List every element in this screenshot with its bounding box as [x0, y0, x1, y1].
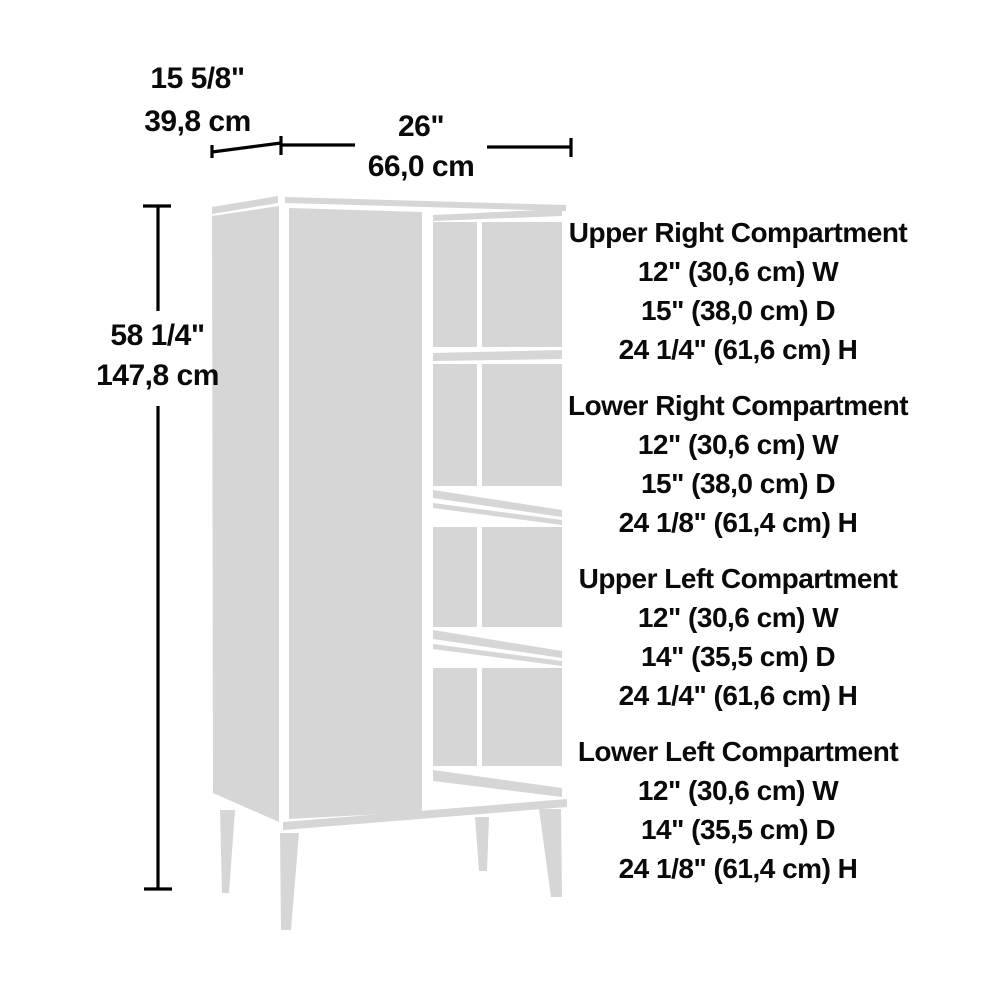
compartment-title: Upper Left Compartment [578, 563, 898, 594]
compartment-1-back-panel [433, 222, 477, 347]
compartment-title: Lower Right Compartment [567, 390, 909, 421]
height-metric-value: 147,8 cm [96, 359, 219, 392]
compartment-spec-upper-left [548, 559, 928, 715]
compartment-width: 12" (30,6 cm) W [637, 256, 839, 287]
compartment-height: 24 1/8" (61,4 cm) H [618, 507, 858, 538]
compartment-2-back-panel [433, 364, 477, 486]
width-dimension-label [321, 107, 521, 187]
cabinet-bottom-surface [433, 770, 562, 797]
compartment-depth: 15" (38,0 cm) D [640, 468, 836, 499]
compartment-width: 12" (30,6 cm) W [637, 602, 839, 633]
depth-dimension-label [95, 57, 300, 143]
compartment-4-back-panel [433, 668, 477, 766]
width-imperial-value: 26" [397, 110, 445, 143]
compartment-width: 12" (30,6 cm) W [637, 429, 839, 460]
width-metric-value: 66,0 cm [367, 150, 475, 183]
height-dimension-label [55, 316, 260, 396]
compartment-depth: 15" (38,0 cm) D [640, 295, 836, 326]
compartment-spec-lower-right [548, 386, 928, 542]
leg-back-left [220, 810, 235, 893]
compartment-title: Upper Right Compartment [568, 217, 908, 248]
shelf-1 [433, 350, 562, 361]
compartment-specs-column [548, 213, 928, 888]
compartment-spec-upper-right [548, 213, 928, 369]
compartment-title: Lower Left Compartment [577, 736, 899, 767]
compartment-spec-lower-left [548, 732, 928, 888]
cabinet-top-front-edge [285, 197, 566, 211]
compartment-height: 24 1/4" (61,6 cm) H [618, 680, 858, 711]
cabinet [212, 196, 567, 930]
depth-metric-value: 39,8 cm [144, 105, 251, 138]
compartment-height: 24 1/8" (61,4 cm) H [618, 853, 858, 884]
leg-front-left [280, 833, 299, 930]
height-imperial-value: 58 1/4" [110, 319, 205, 352]
compartment-height: 24 1/4" (61,6 cm) H [618, 334, 858, 365]
compartment-width: 12" (30,6 cm) W [637, 775, 839, 806]
height-dimension-line [143, 206, 172, 889]
compartment-3-back-panel [433, 527, 477, 627]
compartment-depth: 14" (35,5 cm) D [640, 814, 836, 845]
leg-back-right [475, 817, 489, 871]
compartment-depth: 14" (35,5 cm) D [640, 641, 836, 672]
cabinet-left-side-panel [212, 206, 279, 822]
shelf-top-surface [433, 209, 562, 221]
depth-imperial-value: 15 5/8" [150, 62, 245, 95]
cabinet-door-panel [289, 208, 422, 819]
